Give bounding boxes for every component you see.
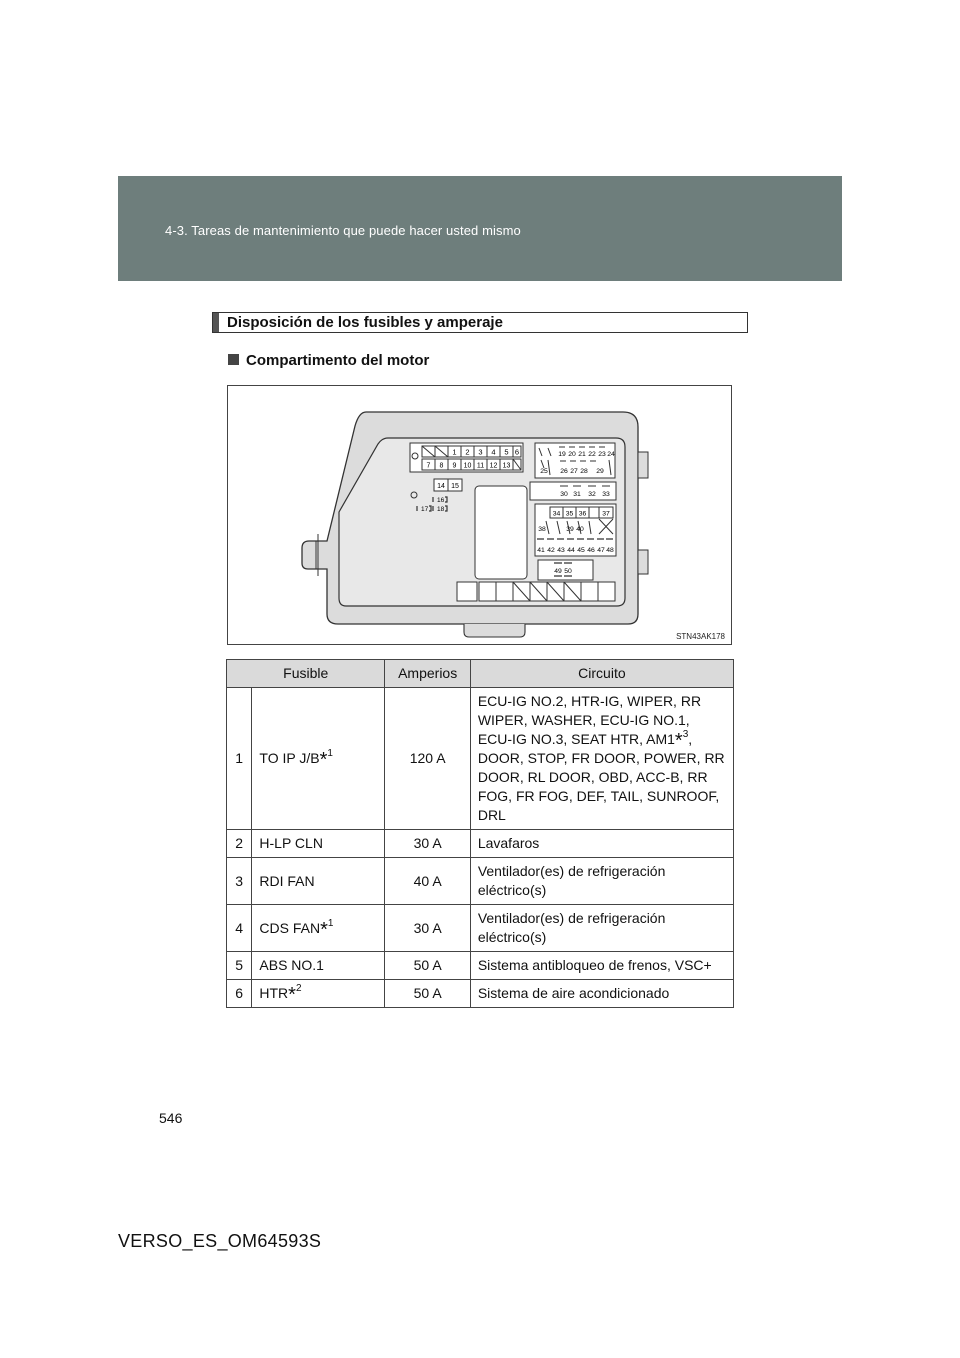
fuse-label: 21 bbox=[578, 451, 586, 458]
subheading bbox=[228, 352, 429, 369]
asterisk: * bbox=[674, 730, 683, 752]
fuse-label: 46 bbox=[587, 547, 595, 554]
fuse-number: 3 bbox=[227, 858, 252, 905]
bottom-relays bbox=[457, 582, 615, 601]
fuse-label: 3 bbox=[478, 447, 483, 457]
fuse-box-diagram bbox=[227, 385, 732, 645]
fuse-box-illustration bbox=[228, 386, 733, 646]
header-fusible: Fusible bbox=[227, 660, 385, 688]
fuse-name-text: HTR bbox=[259, 985, 289, 1001]
footnote-ref: 2 bbox=[295, 983, 302, 994]
fuse-label: 12 bbox=[489, 462, 498, 470]
fuse-label: 32 bbox=[588, 491, 596, 498]
fuse-label: 34 bbox=[552, 510, 561, 518]
fuse-label: 42 bbox=[547, 547, 555, 554]
fuse-label: 31 bbox=[573, 491, 581, 498]
footnote-ref: 1 bbox=[327, 748, 333, 759]
fuse-number: 5 bbox=[227, 952, 252, 980]
fuse-amps: 50 A bbox=[385, 980, 470, 1008]
header-circuito: Circuito bbox=[470, 660, 733, 688]
fuse-label: 16 bbox=[437, 497, 445, 504]
fuse-label: 45 bbox=[577, 547, 585, 554]
fuse-label: 43 bbox=[557, 547, 565, 554]
fuse-name: RDI FAN bbox=[252, 858, 385, 905]
fuse-label: 6 bbox=[514, 447, 520, 457]
fuse-number: 1 bbox=[227, 688, 252, 830]
fuse-label: 28 bbox=[580, 468, 588, 475]
fuse-label: 10 bbox=[463, 462, 472, 470]
table-row bbox=[227, 952, 734, 980]
fuse-name bbox=[252, 980, 385, 1008]
fuse-label: 2 bbox=[465, 447, 470, 457]
fuse-amps: 40 A bbox=[385, 858, 470, 905]
fuse-amps: 120 A bbox=[385, 688, 470, 830]
relay-cover bbox=[475, 486, 527, 579]
fuse-label: 41 bbox=[537, 547, 545, 554]
fuse-circuit bbox=[470, 688, 733, 830]
table-row bbox=[227, 980, 734, 1008]
table-row bbox=[227, 858, 734, 905]
table-row bbox=[227, 688, 734, 830]
header-amperios: Amperios bbox=[385, 660, 470, 688]
relay-slot bbox=[496, 582, 513, 601]
footnote-ref: 3 bbox=[682, 729, 689, 740]
fuse-label: 24 bbox=[607, 451, 615, 458]
fuse-name: ABS NO.1 bbox=[252, 952, 385, 980]
circuit-text: , DOOR, STOP, FR DOOR, POWER, RR DOOR, RL DOOR, OBD, ACC-B, RR FOG, FR FOG, DEF, TAIL, SUNROOF, DRL bbox=[477, 731, 725, 823]
square-bullet-icon bbox=[228, 354, 239, 365]
asterisk: * bbox=[320, 918, 328, 941]
fuse-label: 15 bbox=[451, 483, 459, 490]
footnote-ref: 1 bbox=[327, 917, 334, 929]
fuse-number: 4 bbox=[227, 905, 252, 952]
fuse-label: 26 bbox=[560, 468, 568, 475]
table-row bbox=[227, 905, 734, 952]
fuse-label: 49 bbox=[554, 568, 562, 575]
fuse-label: 23 bbox=[598, 451, 606, 458]
section-title: Disposición de los fusibles y amperaje bbox=[227, 314, 503, 331]
fuse-circuit: Ventilador(es) de refrigeración eléctrico(s) bbox=[470, 858, 733, 905]
asterisk: * bbox=[288, 984, 296, 1006]
fuse-label: 36 bbox=[578, 510, 587, 518]
relay-slot bbox=[457, 582, 477, 601]
fuse-name-text: CDS FAN bbox=[259, 919, 321, 936]
fuse-amps: 50 A bbox=[385, 952, 470, 980]
fuse-label: 25 bbox=[540, 468, 548, 475]
fuse-name-text: TO IP J/B bbox=[259, 750, 320, 766]
fuse-label: 50 bbox=[564, 568, 572, 575]
fuse-label: 35 bbox=[565, 510, 574, 518]
relay-slot bbox=[581, 582, 598, 601]
fuse-table bbox=[226, 659, 734, 1008]
table-header-row bbox=[227, 660, 734, 688]
fuse-label: 20 bbox=[568, 451, 576, 458]
fuse-label: 9 bbox=[452, 462, 457, 470]
section-title-box bbox=[212, 312, 748, 333]
fuse-label: 47 bbox=[597, 547, 605, 554]
fuse-amps: 30 A bbox=[385, 830, 470, 858]
fuse-label: 1 bbox=[452, 447, 457, 457]
circuit-text: ECU-IG NO.2, HTR-IG, WIPER, RR WIPER, WASHER, ECU-IG NO.1, ECU-IG NO.3, SEAT HTR, AM1 bbox=[477, 693, 702, 747]
fuse-name bbox=[252, 688, 385, 830]
figure-code: STN43AK178 bbox=[676, 632, 725, 641]
fuse-label: 38 bbox=[538, 526, 546, 533]
fuse-label: 5 bbox=[504, 447, 509, 457]
fuse-label: 17 bbox=[421, 506, 429, 513]
fuse-circuit: Sistema de aire acondicionado bbox=[470, 980, 733, 1008]
fuse-label: 29 bbox=[596, 468, 604, 475]
fuse-circuit: Ventilador(es) de refrigeración eléctrico(s) bbox=[470, 905, 733, 952]
header-band bbox=[118, 176, 842, 281]
fuse-number: 6 bbox=[227, 980, 252, 1008]
fuse-label: 4 bbox=[491, 447, 496, 457]
relay-slot bbox=[479, 582, 496, 601]
fuse-name: H-LP CLN bbox=[252, 830, 385, 858]
fuse-label: 48 bbox=[606, 547, 614, 554]
subheading-text: Compartimento del motor bbox=[246, 352, 430, 369]
right-clip bbox=[638, 452, 648, 478]
fuse-amps: 30 A bbox=[385, 905, 470, 952]
fuse-label: 39 bbox=[566, 526, 574, 533]
fuse-label: 33 bbox=[602, 491, 610, 498]
fuse-label: 8 bbox=[439, 462, 444, 470]
fuse-label: 7 bbox=[426, 462, 431, 470]
table-row bbox=[227, 830, 734, 858]
fuse-label: 30 bbox=[560, 491, 568, 498]
fuse-label: 11 bbox=[476, 462, 485, 470]
fuse-label: 37 bbox=[602, 510, 610, 518]
fuse-circuit: Lavafaros bbox=[470, 830, 733, 858]
fuse-name bbox=[252, 905, 385, 952]
section-title-bar bbox=[213, 313, 219, 332]
fuse-label: 19 bbox=[558, 451, 566, 458]
relay-slot bbox=[598, 582, 615, 601]
fuse-label: 44 bbox=[567, 547, 575, 554]
fuse-label: 13 bbox=[502, 462, 511, 470]
section-reference: 4-3. Tareas de mantenimiento que puede hacer usted mismo bbox=[165, 223, 521, 238]
right-clip bbox=[638, 550, 648, 574]
fuse-label: 14 bbox=[437, 483, 445, 490]
page-number: 546 bbox=[159, 1110, 183, 1126]
fuse-number: 2 bbox=[227, 830, 252, 858]
fuse-label: 18 bbox=[437, 506, 445, 513]
fuse-label: 40 bbox=[576, 526, 584, 533]
asterisk: * bbox=[319, 749, 328, 771]
document-code: VERSO_ES_OM64593S bbox=[118, 1231, 322, 1251]
fuse-label: 27 bbox=[570, 468, 578, 475]
fuse-slot bbox=[589, 507, 599, 518]
fuse-circuit: Sistema antibloqueo de frenos, VSC+ bbox=[470, 952, 733, 980]
bottom-clip bbox=[464, 624, 525, 637]
fuse-label: 22 bbox=[588, 451, 596, 458]
